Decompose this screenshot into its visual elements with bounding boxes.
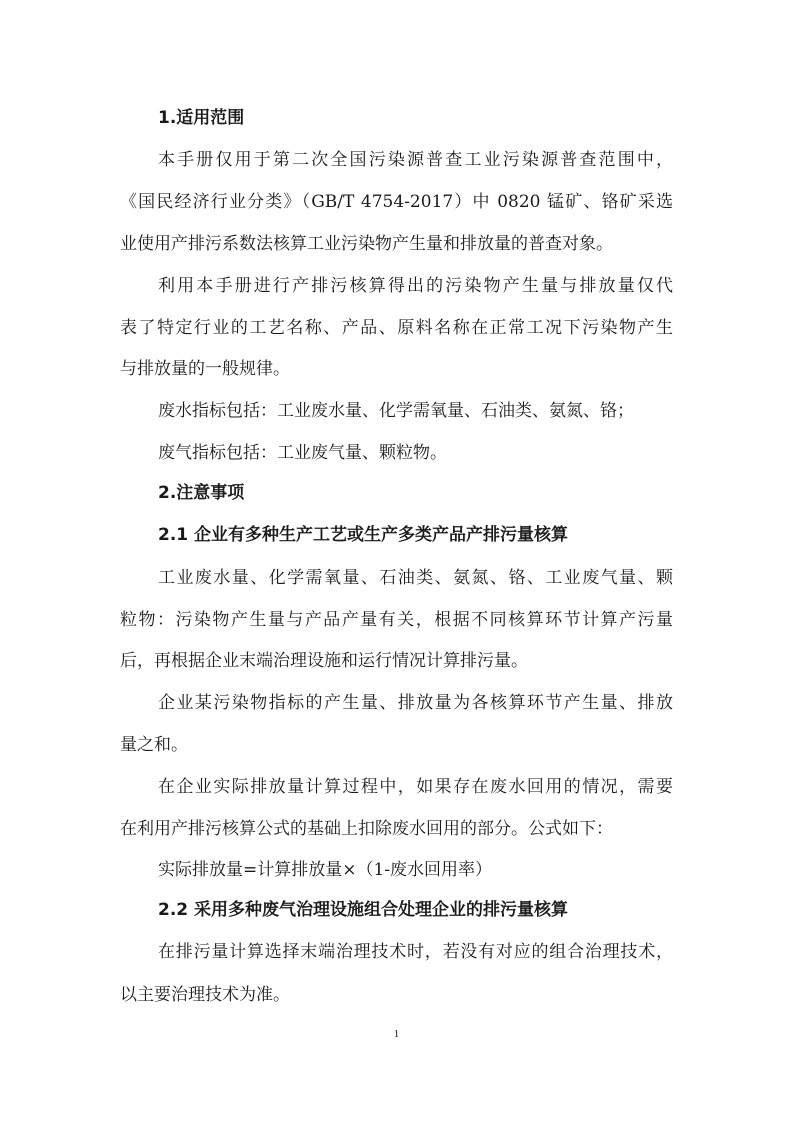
paragraph-line: 以主要治理技术为准。 (120, 985, 290, 1005)
section-1-heading: 1.适用范围 (158, 108, 245, 128)
page-number: 1 (393, 1028, 400, 1040)
paragraph-line: 表了特定行业的工艺名称、产品、原料名称在正常工况下污染物产生 (120, 318, 673, 338)
paragraph-line: 本手册仅用于第二次全国污染源普查工业污染源普查范围中， (158, 150, 673, 170)
section-2-heading: 2.注意事项 (158, 483, 245, 503)
section-2-2-heading: 2.2 采用多种废气治理设施组合处理企业的排污量核算 (158, 900, 569, 920)
paragraph-line: 与排放量的一般规律。 (120, 359, 290, 379)
paragraph-line: 粒物：污染物产生量与产品产量有关，根据不同核算环节计算产污量 (120, 610, 673, 630)
formula-line: 实际排放量=计算排放量×（1-废水回用率） (158, 860, 493, 880)
paragraph-line: 利用本手册进行产排污核算得出的污染物产生量与排放量仅代 (158, 276, 673, 296)
paragraph-line: 企业某污染物指标的产生量、排放量为各核算环节产生量、排放 (158, 693, 673, 713)
paragraph-line: 在排污量计算选择末端治理技术时，若没有对应的组合治理技术， (158, 942, 673, 962)
section-2-1-heading: 2.1 企业有多种生产工艺或生产多类产品产排污量核算 (158, 525, 569, 545)
paragraph-line: 废水指标包括：工业废水量、化学需氧量、石油类、氨氮、铬； (158, 401, 634, 421)
paragraph-line: 量之和。 (120, 735, 188, 755)
paragraph-line: 《国民经济行业分类》（GB/T 4754-2017）中 0820 锰矿、铬矿采选 (120, 192, 673, 212)
paragraph-line: 在利用产排污核算公式的基础上扣除废水回用的部分。公式如下： (120, 819, 613, 839)
paragraph-line: 业使用产排污系数法核算工业污染物产生量和排放量的普查对象。 (120, 234, 613, 254)
paragraph-line: 废气指标包括：工业废气量、颗粒物。 (158, 443, 447, 463)
paragraph-line: 后，再根据企业末端治理设施和运行情况计算排污量。 (120, 651, 528, 671)
paragraph-line: 在企业实际排放量计算过程中，如果存在废水回用的情况，需要 (158, 777, 673, 797)
paragraph-line: 工业废水量、化学需氧量、石油类、氨氮、铬、工业废气量、颗 (158, 568, 673, 588)
